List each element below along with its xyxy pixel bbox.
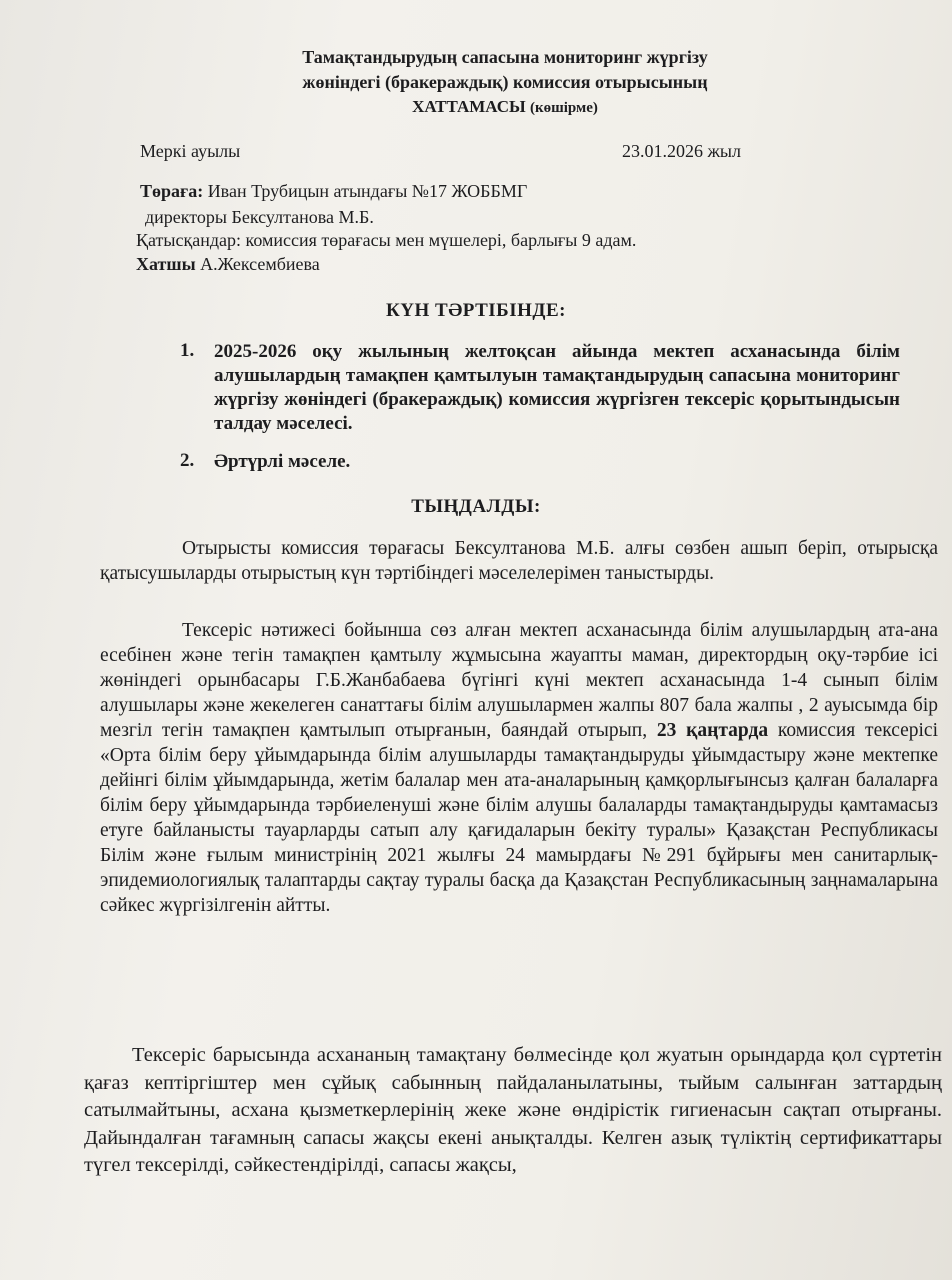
document-title-line3 <box>120 97 890 117</box>
agenda-item-text: Әртүрлі мәселе. <box>214 451 351 472</box>
agenda-item-text: 2025-2026 оқу жылының желтоқсан айында мектеп асханасында білім алушылардың тамақпен қамтылуын тамақтандырудың сапасына мониторинг жүргізу жөніндегі (бракераждық) комиссия жүргізген тексеріс қорытындысын талдау мәселесі. <box>214 341 900 434</box>
date-text: 23.01.2026 жыл <box>622 141 742 161</box>
chair-line <box>140 181 527 202</box>
agenda-item-number: 2. <box>180 450 195 471</box>
secretary-label: Хатшы <box>136 254 196 274</box>
agenda-item-1 <box>180 340 900 436</box>
paragraph-2-part-b: комиссия тексерісі «Орта білім беру ұйымдарында білім алушыларды тамақтандыруды ұйымдастыру және мектепке дейінгі білім ұйымдарында, жетім балалар мен ата-аналарының қамқорлығынсыз қалған балаларға білім беру ұйымдарында тәрбиеленуші және білім алушы балаларды тамақтандыруды қамтамасыз етуге байланысты тауарларды сатып алу қағидаларын бекіту туралы» Қазақстан Республикасы Білім және ғылым министрінің 2021 жылғы 24 мамырдағы №291 бұйрығы мен санитарлық-эпидемиологиялық талаптарды сақтау туралы басқа да Қазақстан Республикасының заңнамаларына сәйкес жүргізілгенін айтты. <box>100 720 939 916</box>
protocol-word: ХАТТАМАСЫ <box>412 97 526 116</box>
document-title-line2: жөніндегі (бракераждық) комиссия отырысының <box>302 72 708 92</box>
paragraph-3: Тексеріс барысында асхананың тамақтану бөлмесінде қол жуатын орындарда қол сүртетін қағаз кептіргіштер мен сұйық сабынның пайдаланылатыны, тыйым салынған заттардың сатылмайтыны, асхана қызметкерлерінің жеке және өндірістік гигиенасын сақтап отырғаны. Дайындалған тағамның сапасы жақсы екені анықталды. Келген азық түліктің сертификаттары түгел тексерілді, сәйкестендірілді, сапасы жақсы, <box>84 1044 942 1176</box>
participants-text: Қатысқандар: комиссия төрағасы мен мүшелері, барлығы 9 адам. <box>136 230 637 250</box>
paragraph-2-part-a: Тексеріс нәтижесі бойынша сөз алған мектеп асханасында білім алушылардың ата-ана есебінен және тегін тамақпен қамтылу жұмысына жауапты маман, директордың оқу-тәрбие ісі жөніндегі орынбасары Г.Б.Жанбабаева бүгінгі күні мектеп асханасында 1-4 сынып білім алушылары және жекелеген санаттағы білім алушылармен жалпы 807 бала жалпы , 2 ауысымда бір мезгіл тегін тамақпен қамтылып отырғанын, баяндай отырып, <box>100 620 938 741</box>
chair-label: Төраға: <box>140 181 204 201</box>
paragraph-2 <box>100 618 938 918</box>
agenda-heading: КҮН ТӘРТІБІНДЕ: <box>386 300 566 321</box>
secretary-line <box>136 254 320 275</box>
agenda-item-2 <box>180 450 900 474</box>
document-title-line1: Тамақтандырудың сапасына мониторинг жүргізу <box>302 47 708 67</box>
chair-text-2: директоры Бексултанова М.Б. <box>145 207 374 227</box>
chair-text: Иван Трубицын атындағы №17 ЖОББМГ <box>207 181 528 201</box>
secretary-name: А.Жексембиева <box>200 254 320 274</box>
heard-heading: ТЫҢДАЛДЫ: <box>411 496 541 517</box>
paragraph-2-date: 23 қаңтарда <box>656 720 769 741</box>
copy-note: (көшірме) <box>529 100 598 116</box>
place-text: Меркі ауылы <box>140 141 241 161</box>
agenda-item-number: 1. <box>180 340 195 361</box>
paragraph-1: Отырысты комиссия төрағасы Бексултанова М.Б. алғы сөзбен ашып беріп, отырысқа қатысушыларды отырыстың күн тәртібіндегі мәселелерімен таныстырды. <box>100 538 938 584</box>
